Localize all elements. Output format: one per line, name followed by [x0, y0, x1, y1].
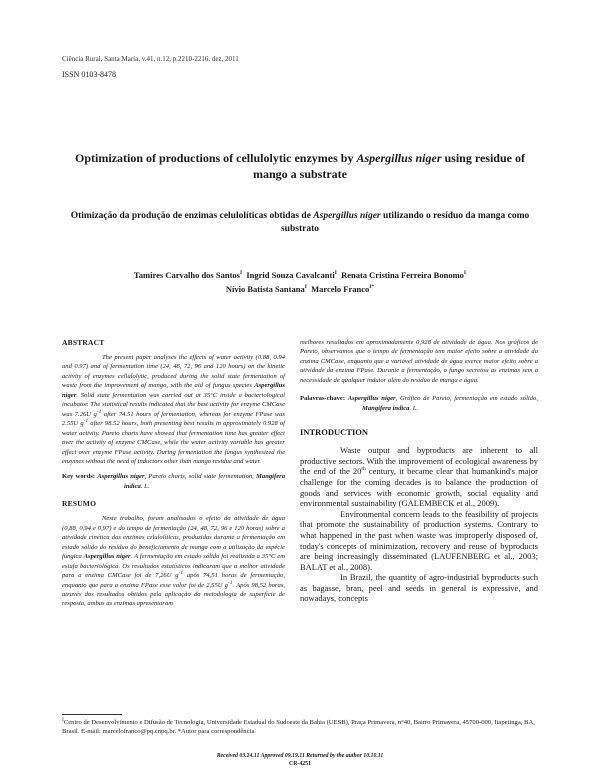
resumo-text-part: Neste trabalho, foram analisados o efeito da atividade de água (0,88, 0,94 e 0,97) e do tempo de fermentação (24, 48, 72, 96 e 120 horas) sobre a atividade cinética das enzimas celulolíticas, produzidas durante a fermentação em estado sólido do resíduo do beneficiamento de manga com a utilização da espécie fúngica [62, 515, 285, 561]
keywords-text: , Pareto charts, solid state fermentation, [144, 473, 257, 481]
author-name: Marcelo Franco [311, 284, 370, 294]
keywords-species: Aspergillus niger [97, 473, 145, 481]
abstract-species: Aspergillus niger [62, 382, 285, 399]
author-name: Tamires Carvalho dos Santos [133, 270, 240, 280]
resumo-species: Aspergillus niger [83, 553, 131, 561]
ordinal-suffix: th [361, 466, 366, 473]
resumo-text-part: . Após 98,52 horas, através dos resultados obtidos pela aplicação da metodologia de superfície de resposta, ambas as enzimas apresentaram [62, 581, 285, 608]
issn: ISSN 0103-8478 [62, 70, 117, 79]
resumo-continuation [300, 338, 538, 385]
intro-paragraph-3: In Brazil, the quantity of agro-industrial byproducts such as bagasse, bran, peel and seeds in general is expressive, and nowadays, concepts [300, 572, 538, 604]
author-affiliation-mark: I [463, 270, 467, 277]
author-affiliation-mark: I* [369, 284, 375, 291]
keywords-end: . L. [140, 482, 150, 490]
unit-exponent: -1 [178, 569, 184, 576]
palavras-host: Mangifera indica [362, 404, 410, 412]
intro-paragraph-1 [300, 445, 538, 509]
title-en-species: Aspergillus niger [356, 151, 442, 165]
abstract-heading: ABSTRACT [62, 338, 105, 347]
keywords-label: Key words: [62, 473, 95, 481]
footnote-mark: I [62, 716, 64, 723]
author-name: Nívio Batista Santana [225, 284, 305, 294]
resumo-text [62, 514, 285, 609]
abstract-text-part: The present paper analyses the effects of water activity (0.88, 0.94 and 0.97) and of fermentation time (24, 48, 72, 96 and 120 hours) on the kinetic activity of enzymes cellulolytic, produced during the solid state fermentation of waste from the improvement of mango, with the aid of fungus species [62, 354, 285, 390]
footnote-text: Centro de Desenvolvimento e Difusão de Tecnologia, Universidade Estadual do Sudoeste da Bahia (UESB), Praça Primavera, n°40, Bairro Primavera, 45700-000, Itapetinga, BA, Brasil. E-mail: marcelofranco@pq.cnpq.br. *Autor para correspondência. [62, 719, 535, 735]
abstract-text-part: . Solid state fermentation was carried out at 35°C inside a bacteriological incubator. The statistical results indicated that the best activity for enzyme CMCase was 7.26U g [62, 391, 285, 418]
palavras-chave [300, 394, 538, 413]
left-column [62, 338, 285, 609]
title-pt-part2: utilizando o resíduo da manga como substrato [280, 211, 530, 234]
author-list [70, 268, 530, 296]
keywords-host: Mangifera indica [124, 473, 285, 490]
author-affiliation-mark: I [304, 284, 307, 291]
title-portuguese [60, 210, 540, 236]
palavras-text: , Gráfico de Pareto, fermentação em estado sólido, [395, 395, 539, 403]
resumo-text-part: após 74,51 horas de fermentação, enquanto que para a enzima FPase esse valor foi de 2,55U g [62, 572, 286, 589]
unit-exponent: -1 [83, 417, 89, 424]
palavras-end: . L. [409, 404, 419, 412]
title-pt-part1: Otimização da produção de enzimas celulolíticas obtidas de [70, 211, 314, 221]
intro-text-part: Waste output and byproducts are inherent to all productive sectors. With the improvement of ecological awareness by the end of the 20 [300, 445, 538, 477]
abstract-text [62, 353, 285, 466]
abstract-text-part: after 98.52 hours, both presenting best results in approximately 0.928 of water activity. Pareto charts have showed that fermentation time has greater effect over the activity of enzyme CMCase, while the water activity variable has greater effect over enzyme FPase activity. During fermentation the fungus synthesized the enzymes without the need of inductors other than mango residue and water. [62, 420, 285, 465]
palavras-label: Palavras-chave: [300, 395, 346, 403]
abstract-text-part: after 74.51 hours of fermentation, whereas for enzyme FPase was 2.55U g [62, 410, 285, 428]
introduction-heading: INTRODUCTION [300, 427, 369, 438]
keywords [62, 472, 285, 491]
received-line: Received 03.24.11 Approved 09.19.11 Returned by the author 10.10.11 [216, 753, 384, 759]
title-english [60, 150, 540, 182]
unit-exponent: -1 [227, 579, 233, 586]
unit-exponent: -1 [96, 408, 102, 415]
intro-text-part: century, it became clear that humankind's major challenge for the coming decades is to balance the production of goods and services with economic growth, social equality and environmental sustainability (GALEMBECK et al., 2009). [300, 466, 538, 509]
received-dates [62, 752, 538, 768]
author-name: Renata Cristina Ferreira Bonomo [341, 270, 464, 280]
title-en-part1: Optimization of productions of cellulolytic enzymes by [75, 151, 357, 165]
author-line-2 [70, 282, 530, 296]
resumo-text-part: melhores resultados em aproximadamente 0,928 de atividade de água. Nos gráficos de Pareto, observamos que o tempo de fermentação tem maior efeito sobre a atividade da enzima CMCase, enquanto que a variável atividade de água exerce maior efeito sobre a atividade da enzima FPase. Durante a fermentação, o fungo secretou as enzimas sem a necessidade de qualquer indutor além do resíduo de manga e água. [300, 339, 538, 384]
title-en-part2: using residue of mango a substrate [252, 151, 525, 181]
resumo-text-part: . A fermentação em estado sólido foi realizada a 35°C em estufa bacteriológica. Os resultados estatísticos indicaram que a melhor atividade para a enzima CMCase foi de 7,26U g [62, 553, 285, 580]
author-line-1 [70, 268, 530, 282]
affiliation-footnote [62, 718, 538, 736]
manuscript-code: CR-4251 [289, 761, 311, 767]
author-affiliation-mark: I [334, 270, 337, 277]
author-affiliation-mark: I [239, 270, 243, 277]
footnote-divider [62, 714, 122, 715]
author-name: Ingrid Souza Cavalcanti [246, 270, 335, 280]
palavras-species: Aspergillus niger [347, 395, 396, 403]
title-pt-species: Aspergillus niger [313, 211, 381, 221]
intro-paragraph-2: Environmental concern leads to the feasibility of projects that promote the sustainability of production systems. Contrary to what happened in the past when waste was improperly disposed of, today's concepts of minimization, recovery and reuse of byproducts are being increasingly disseminated (LAUFENBERG et al., 2003; BALAT et al., 2008). [300, 508, 538, 572]
resumo-heading: RESUMO [62, 499, 97, 509]
right-column [300, 338, 538, 604]
journal-citation: Ciência Rural, Santa Maria, v.41, n.12, p.2210-2216, dez, 2011 [62, 55, 239, 63]
